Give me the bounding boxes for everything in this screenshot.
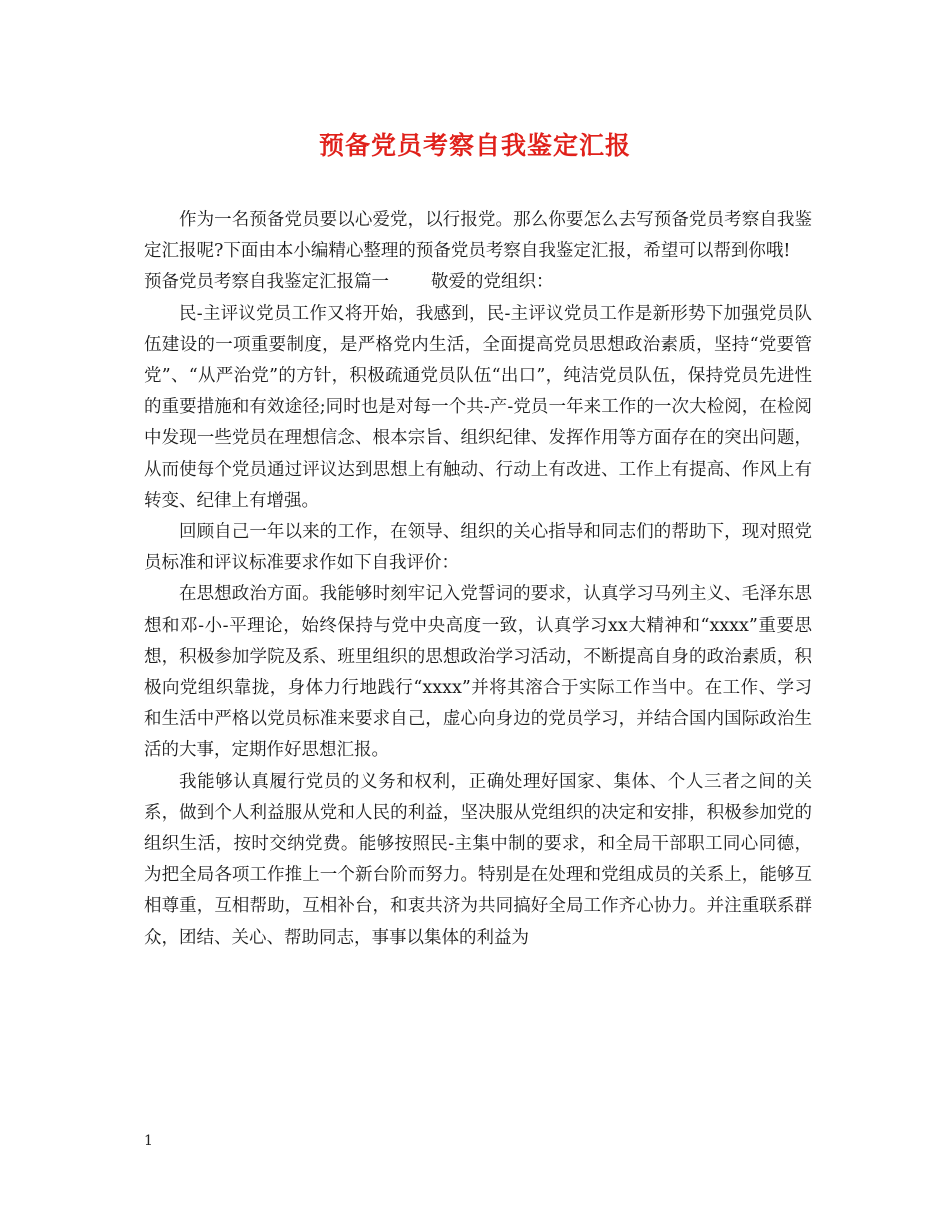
- page-title: 预备党员考察自我鉴定汇报: [318, 131, 631, 160]
- salutation: 敬爱的党组织：: [431, 272, 554, 293]
- page-number: 1: [144, 1133, 153, 1149]
- body-paragraph: 我能够认真履行党员的义务和权利，正确处理好国家、集体、个人三者之间的关系，做到个人利益服从党和人民的利益，坚决服从党组织的决定和安排，积极参加党的组织生活，按时交纳党费。能够按照民-主集中制的要求，和全局干部职工同心同德，为把全局各项工作推上一个新台阶而努力。特别是在处理和党组成员的关系上，能够互相尊重，互相帮助，互相补台，和衷共济为共同搞好全局工作齐心协力。并注重联系群众，团结、关心、帮助同志，事事以集体的利益为: [144, 771, 812, 948]
- body-paragraph: 在思想政治方面。我能够时刻牢记入党誓词的要求，认真学习马列主义、毛泽东思想和邓-小-平理论，始终保持与党中央高度一致，认真学习xx大精神和“xxxx”重要思想，积极参加学院及系、班里组织的思想政治学习活动，不断提高自身的政治素质，积极向党组织靠拢，身体力行地践行“xxxx”并将其溶合于实际工作当中。在工作、学习和生活中严格以党员标准来要求自己，虚心向身边的党员学习，并结合国内国际政治生活的大事，定期作好思想汇报。: [144, 584, 812, 761]
- document-body: [144, 205, 812, 954]
- body-paragraph: 民-主评议党员工作又将开始，我感到，民-主评议党员工作是新形势下加强党员队伍建设的一项重要制度，是严格党内生活，全面提高党员思想政治素质，坚持“党要管党”、“从严治党”的方针，积极疏通党员队伍“出口”，纯洁党员队伍，保持党员先进性的重要措施和有效途径;同时也是对每一个共-产-党员一年来工作的一次大检阅，在检阅中发现一些党员在理想信念、根本宗旨、组织纪律、发挥作用等方面存在的突出问题，从而使每个党员通过评议达到思想上有触动、行动上有改进、工作上有提高、作风上有转变、纪律上有增强。: [144, 303, 812, 511]
- body-paragraph: 回顾自己一年以来的工作，在领导、组织的关心指导和同志们的帮助下，现对照党员标准和评议标准要求作如下自我评价：: [144, 522, 812, 574]
- section-heading-line: [144, 267, 812, 298]
- section-heading: 预备党员考察自我鉴定汇报篇一: [144, 272, 389, 293]
- intro-paragraph: 作为一名预备党员要以心爱党，以行报党。那么你要怎么去写预备党员考察自我鉴定汇报呢?下面由本小编精心整理的预备党员考察自我鉴定汇报，希望可以帮到你哦!: [144, 210, 812, 262]
